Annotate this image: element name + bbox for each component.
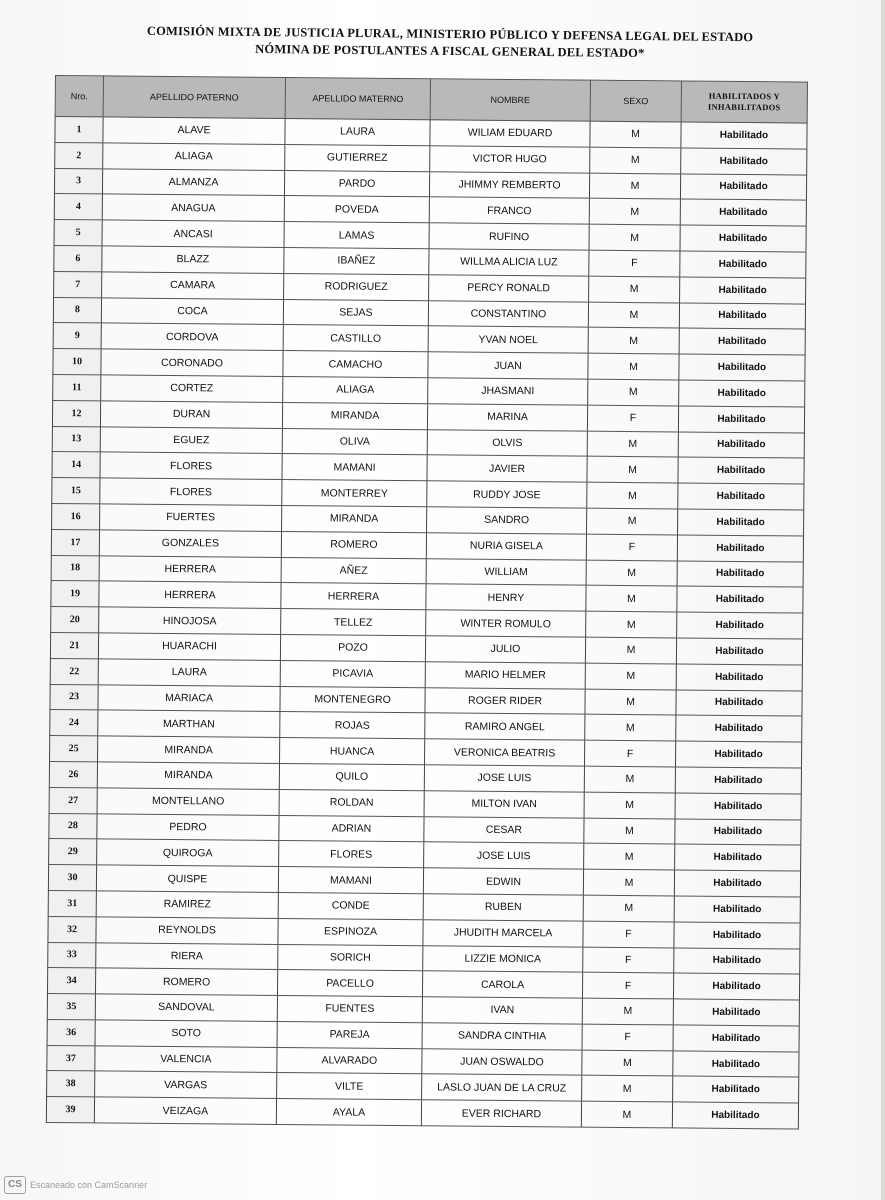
page-edge-shadow [881, 0, 885, 1200]
cell-estado: Habilitado [672, 1102, 798, 1129]
cell-sexo: M [585, 689, 676, 716]
cell-apellido-materno: PARDO [284, 170, 429, 197]
cell-apellido-paterno: VALENCIA [95, 1046, 277, 1073]
cell-apellido-materno: RODRIGUEZ [284, 273, 429, 300]
cell-apellido-paterno: MONTELLANO [97, 788, 279, 815]
cell-apellido-paterno: MIRANDA [97, 762, 279, 789]
cell-nombre: JOSE LUIS [424, 765, 584, 792]
cell-nombre: YVAN NOEL [428, 326, 588, 353]
cell-nombre: SANDRO [427, 507, 587, 534]
cell-sexo: M [585, 714, 676, 741]
cell-nro: 16 [52, 503, 100, 529]
cell-nro: 35 [47, 994, 95, 1020]
cell-apellido-materno: AÑEZ [281, 557, 426, 584]
cell-estado: Habilitado [675, 818, 801, 845]
cell-estado: Habilitado [673, 999, 799, 1026]
cell-apellido-paterno: ALMANZA [102, 169, 284, 196]
cell-sexo: M [581, 1101, 672, 1128]
cell-nombre: IVAN [422, 997, 582, 1024]
cell-sexo: M [584, 766, 675, 793]
header-sexo: SEXO [590, 80, 681, 122]
table-row [46, 1097, 798, 1129]
cell-apellido-materno: OLIVA [282, 428, 427, 455]
cell-nro: 38 [47, 1071, 95, 1097]
cell-nombre: RUDDY JOSE [427, 481, 587, 508]
cell-nombre: EDWIN [423, 868, 583, 895]
cell-estado: Habilitado [675, 767, 801, 794]
cell-apellido-paterno: MARIACA [98, 684, 280, 711]
cell-nro: 1 [55, 117, 103, 143]
cell-nombre: RUBEN [423, 894, 583, 921]
cell-nombre: NURIA GISELA [426, 533, 586, 560]
cell-apellido-materno: CASTILLO [283, 325, 428, 352]
cell-sexo: F [584, 740, 675, 767]
cell-sexo: F [586, 534, 677, 561]
cell-apellido-paterno: CORTEZ [101, 375, 283, 402]
cell-nro: 14 [52, 452, 100, 478]
cell-nro: 28 [49, 813, 97, 839]
cell-apellido-materno: ESPINOZA [278, 918, 423, 945]
cell-apellido-materno: FUENTES [277, 996, 422, 1023]
cell-apellido-materno: ALIAGA [283, 376, 428, 403]
cell-sexo: M [585, 663, 676, 690]
cell-apellido-materno: MONTENEGRO [280, 686, 425, 713]
cell-apellido-paterno: ROMERO [95, 968, 277, 995]
cell-apellido-paterno: ANAGUA [102, 194, 284, 221]
cell-nro: 24 [50, 710, 98, 736]
candidates-table-container [46, 75, 807, 1130]
cell-sexo: M [589, 199, 680, 226]
cell-sexo: M [584, 818, 675, 845]
cell-nombre: CONSTANTINO [428, 300, 588, 327]
cell-estado: Habilitado [677, 612, 803, 639]
cell-nro: 18 [51, 555, 99, 581]
cell-nro: 39 [46, 1097, 94, 1123]
cell-apellido-paterno: CORDOVA [101, 323, 283, 350]
cell-apellido-materno: ROLDAN [279, 789, 424, 816]
cell-nombre: JHIMMY REMBERTO [429, 171, 589, 198]
cell-nombre: WILLIAM [426, 558, 586, 585]
cell-nro: 8 [53, 297, 101, 323]
cell-nro: 22 [50, 658, 98, 684]
camscanner-logo-icon: CS [4, 1176, 26, 1194]
cell-estado: Habilitado [679, 328, 805, 355]
cell-apellido-paterno: RAMIREZ [96, 891, 278, 918]
cell-sexo: M [587, 482, 678, 509]
cell-estado: Habilitado [680, 225, 806, 252]
cell-apellido-paterno: QUIROGA [97, 839, 279, 866]
cell-sexo: F [582, 1024, 673, 1051]
cell-estado: Habilitado [680, 174, 806, 201]
cell-estado: Habilitado [680, 251, 806, 278]
cell-apellido-materno: SEJAS [283, 299, 428, 326]
cell-nombre: JAVIER [427, 455, 587, 482]
cell-apellido-materno: LAMAS [284, 222, 429, 249]
cell-nombre: WILLMA ALICIA LUZ [429, 249, 589, 276]
cell-apellido-materno: POZO [280, 634, 425, 661]
cell-sexo: M [589, 276, 680, 303]
cell-sexo: M [586, 585, 677, 612]
cell-estado: Habilitado [678, 483, 804, 510]
cell-sexo: M [586, 560, 677, 587]
cell-nombre: MARIO HELMER [425, 661, 585, 688]
cell-apellido-materno: MAMANI [282, 454, 427, 481]
cell-apellido-paterno: SOTO [95, 1020, 277, 1047]
cell-apellido-paterno: ANCASI [102, 220, 284, 247]
title-line-1: COMISIÓN MIXTA DE JUSTICIA PLURAL, MINISTERIO PÚBLICO Y DEFENSA LEGAL DEL ESTADO [146, 23, 754, 45]
cell-nombre: VERONICA BEATRIS [424, 739, 584, 766]
cell-apellido-materno: QUILO [279, 763, 424, 790]
cell-nro: 32 [48, 916, 96, 942]
cell-apellido-paterno: HUARACHI [98, 633, 280, 660]
cell-apellido-materno: HUANCA [280, 738, 425, 765]
cell-nro: 31 [48, 890, 96, 916]
cell-nro: 34 [47, 968, 95, 994]
cell-apellido-materno: HERRERA [281, 583, 426, 610]
cell-estado: Habilitado [675, 844, 801, 871]
cell-nombre: JHUDITH MARCELA [423, 919, 583, 946]
cell-apellido-materno: PICAVIA [280, 660, 425, 687]
cell-apellido-paterno: CORONADO [101, 349, 283, 376]
header-apellido-materno: APELLIDO MATERNO [285, 78, 430, 120]
cell-nombre: SANDRA CINTHIA [422, 1023, 582, 1050]
cell-nro: 11 [53, 374, 101, 400]
cell-estado: Habilitado [674, 870, 800, 897]
cell-nro: 12 [52, 400, 100, 426]
cell-estado: Habilitado [677, 560, 803, 587]
cell-sexo: M [588, 379, 679, 406]
cell-sexo: M [588, 328, 679, 355]
cell-nro: 29 [49, 839, 97, 865]
cell-nombre: LIZZIE MONICA [423, 945, 583, 972]
cell-estado: Habilitado [681, 122, 807, 149]
cell-nombre: OLVIS [427, 429, 587, 456]
cell-apellido-materno: LAURA [285, 119, 430, 146]
cell-apellido-materno: IBAÑEZ [284, 247, 429, 274]
cell-apellido-materno: PAREJA [277, 1021, 422, 1048]
cell-nro: 27 [49, 787, 97, 813]
cell-sexo: M [589, 224, 680, 251]
cell-sexo: F [587, 405, 678, 432]
cell-estado: Habilitado [680, 199, 806, 226]
cell-sexo: M [588, 353, 679, 380]
cell-sexo: F [582, 972, 673, 999]
cell-estado: Habilitado [677, 535, 803, 562]
cell-estado: Habilitado [676, 689, 802, 716]
cell-apellido-paterno: ALIAGA [103, 143, 285, 170]
cell-nro: 36 [47, 1019, 95, 1045]
cell-apellido-materno: ROJAS [280, 712, 425, 739]
header-apellido-paterno: APELLIDO PATERNO [103, 76, 285, 119]
cell-nombre: HENRY [426, 584, 586, 611]
cell-nro: 37 [47, 1045, 95, 1071]
cell-nro: 23 [50, 684, 98, 710]
cell-nro: 20 [51, 607, 99, 633]
cell-apellido-paterno: DURAN [100, 401, 282, 428]
title-line-2: NÓMINA DE POSTULANTES A FISCAL GENERAL DEL ESTADO* [255, 41, 645, 61]
cell-apellido-paterno: MIRANDA [98, 736, 280, 763]
cell-sexo: M [588, 302, 679, 329]
cell-apellido-paterno: SANDOVAL [95, 994, 277, 1021]
cell-apellido-materno: CONDE [278, 892, 423, 919]
cell-apellido-materno: FLORES [279, 841, 424, 868]
cell-sexo: M [590, 121, 681, 148]
cell-nro: 17 [51, 529, 99, 555]
cell-apellido-materno: MAMANI [278, 867, 423, 894]
cell-apellido-paterno: BLAZZ [102, 246, 284, 273]
cell-apellido-paterno: HINOJOSA [99, 607, 281, 634]
cell-apellido-materno: SORICH [278, 944, 423, 971]
cell-estado: Habilitado [678, 457, 804, 484]
cell-apellido-paterno: HERRERA [99, 581, 281, 608]
cell-estado: Habilitado [674, 947, 800, 974]
cell-apellido-paterno: FLORES [100, 478, 282, 505]
cell-apellido-materno: POVEDA [284, 196, 429, 223]
cell-apellido-materno: TELLEZ [281, 609, 426, 636]
cell-nombre: PERCY RONALD [429, 275, 589, 302]
scanner-watermark-text: Escaneado con CamScanner [30, 1180, 148, 1190]
cell-estado: Habilitado [675, 741, 801, 768]
cell-sexo: M [589, 173, 680, 200]
cell-apellido-materno: ALVARADO [277, 1047, 422, 1074]
cell-nro: 33 [48, 942, 96, 968]
cell-estado: Habilitado [678, 509, 804, 536]
cell-nombre: JUAN [428, 352, 588, 379]
cell-estado: Habilitado [674, 922, 800, 949]
cell-nombre: RAMIRO ANGEL [425, 713, 585, 740]
cell-nombre: RUFINO [429, 223, 589, 250]
cell-nro: 7 [54, 271, 102, 297]
cell-nro: 4 [54, 194, 102, 220]
cell-nombre: ROGER RIDER [425, 687, 585, 714]
cell-nro: 2 [55, 142, 103, 168]
cell-apellido-paterno: CAMARA [102, 272, 284, 299]
cell-sexo: M [582, 1076, 673, 1103]
cell-sexo: F [583, 921, 674, 948]
cell-sexo: M [587, 508, 678, 535]
cell-nro: 21 [50, 632, 98, 658]
cell-apellido-paterno: VARGAS [95, 1071, 277, 1098]
cell-sexo: M [587, 457, 678, 484]
cell-apellido-materno: GUTIERREZ [285, 144, 430, 171]
cell-nombre: EVER RICHARD [421, 1100, 581, 1127]
cell-nombre: WINTER ROMULO [426, 610, 586, 637]
table-body [46, 117, 807, 1130]
cell-estado: Habilitado [676, 664, 802, 691]
header-nro: Nro. [55, 76, 103, 117]
cell-sexo: M [584, 843, 675, 870]
cell-estado: Habilitado [678, 406, 804, 433]
cell-apellido-paterno: EGUEZ [100, 426, 282, 453]
cell-apellido-paterno: QUISPE [96, 865, 278, 892]
cell-nro: 13 [52, 426, 100, 452]
cell-nro: 15 [52, 478, 100, 504]
cell-nombre: CESAR [424, 816, 584, 843]
cell-nombre: JOSE LUIS [424, 842, 584, 869]
cell-apellido-materno: MIRANDA [282, 402, 427, 429]
cell-nombre: MARINA [427, 404, 587, 431]
cell-nombre: VICTOR HUGO [430, 146, 590, 173]
cell-nro: 3 [54, 168, 102, 194]
cell-sexo: M [583, 895, 674, 922]
cell-estado: Habilitado [677, 586, 803, 613]
cell-apellido-paterno: MARTHAN [98, 710, 280, 737]
cell-estado: Habilitado [673, 1076, 799, 1103]
cell-nombre: JUAN OSWALDO [422, 1048, 582, 1075]
cell-estado: Habilitado [674, 896, 800, 923]
cell-apellido-materno: PACELLO [277, 970, 422, 997]
cell-nro: 30 [48, 865, 96, 891]
cell-apellido-paterno: FUERTES [100, 504, 282, 531]
candidates-table [46, 75, 808, 1130]
cell-estado: Habilitado [673, 1051, 799, 1078]
cell-sexo: M [582, 1050, 673, 1077]
cell-apellido-paterno: ALAVE [103, 117, 285, 144]
cell-nombre: JHASMANI [428, 378, 588, 405]
cell-nombre: MILTON IVAN [424, 790, 584, 817]
table-header-row [55, 76, 807, 124]
cell-nro: 26 [49, 761, 97, 787]
cell-sexo: F [589, 250, 680, 277]
cell-apellido-paterno: VEIZAGA [94, 1097, 276, 1124]
cell-sexo: M [585, 637, 676, 664]
cell-nombre: JULIO [425, 636, 585, 663]
cell-apellido-materno: AYALA [276, 1099, 421, 1126]
cell-apellido-paterno: RIERA [96, 942, 278, 969]
cell-estado: Habilitado [679, 303, 805, 330]
cell-estado: Habilitado [676, 715, 802, 742]
cell-sexo: M [586, 611, 677, 638]
cell-apellido-materno: ROMERO [281, 531, 426, 558]
header-nombre: NOMBRE [430, 79, 590, 121]
cell-apellido-paterno: GONZALES [99, 530, 281, 557]
scanner-footer [4, 1176, 147, 1194]
cell-apellido-materno: VILTE [277, 1073, 422, 1100]
cell-nro: 9 [53, 323, 101, 349]
cell-apellido-materno: CAMACHO [283, 351, 428, 378]
cell-estado: Habilitado [675, 793, 801, 820]
cell-sexo: M [582, 998, 673, 1025]
cell-nro: 10 [53, 349, 101, 375]
cell-apellido-paterno: FLORES [100, 452, 282, 479]
header-habilitados: HABILITADOS Y INHABILITADOS [681, 81, 807, 123]
cell-sexo: M [583, 869, 674, 896]
cell-nro: 5 [54, 220, 102, 246]
cell-estado: Habilitado [679, 380, 805, 407]
cell-estado: Habilitado [673, 973, 799, 1000]
cell-apellido-materno: MONTERREY [282, 480, 427, 507]
cell-estado: Habilitado [673, 1025, 799, 1052]
cell-sexo: M [590, 147, 681, 174]
cell-nombre: FRANCO [429, 197, 589, 224]
cell-nombre: LASLO JUAN DE LA CRUZ [422, 1074, 582, 1101]
cell-estado: Habilitado [679, 354, 805, 381]
cell-apellido-materno: ADRIAN [279, 815, 424, 842]
cell-apellido-paterno: PEDRO [97, 813, 279, 840]
cell-apellido-materno: MIRANDA [282, 505, 427, 532]
cell-estado: Habilitado [680, 277, 806, 304]
cell-nro: 6 [54, 245, 102, 271]
cell-apellido-paterno: COCA [101, 297, 283, 324]
cell-sexo: M [587, 431, 678, 458]
cell-nombre: CAROLA [422, 971, 582, 998]
cell-apellido-paterno: REYNOLDS [96, 917, 278, 944]
cell-apellido-paterno: LAURA [98, 659, 280, 686]
cell-apellido-paterno: HERRERA [99, 555, 281, 582]
cell-estado: Habilitado [676, 638, 802, 665]
cell-nombre: WILIAM EDUARD [430, 120, 590, 147]
cell-estado: Habilitado [678, 432, 804, 459]
cell-estado: Habilitado [681, 148, 807, 175]
cell-sexo: F [583, 947, 674, 974]
document-title [60, 22, 840, 64]
cell-nro: 19 [51, 581, 99, 607]
cell-nro: 25 [50, 736, 98, 762]
cell-sexo: M [584, 792, 675, 819]
